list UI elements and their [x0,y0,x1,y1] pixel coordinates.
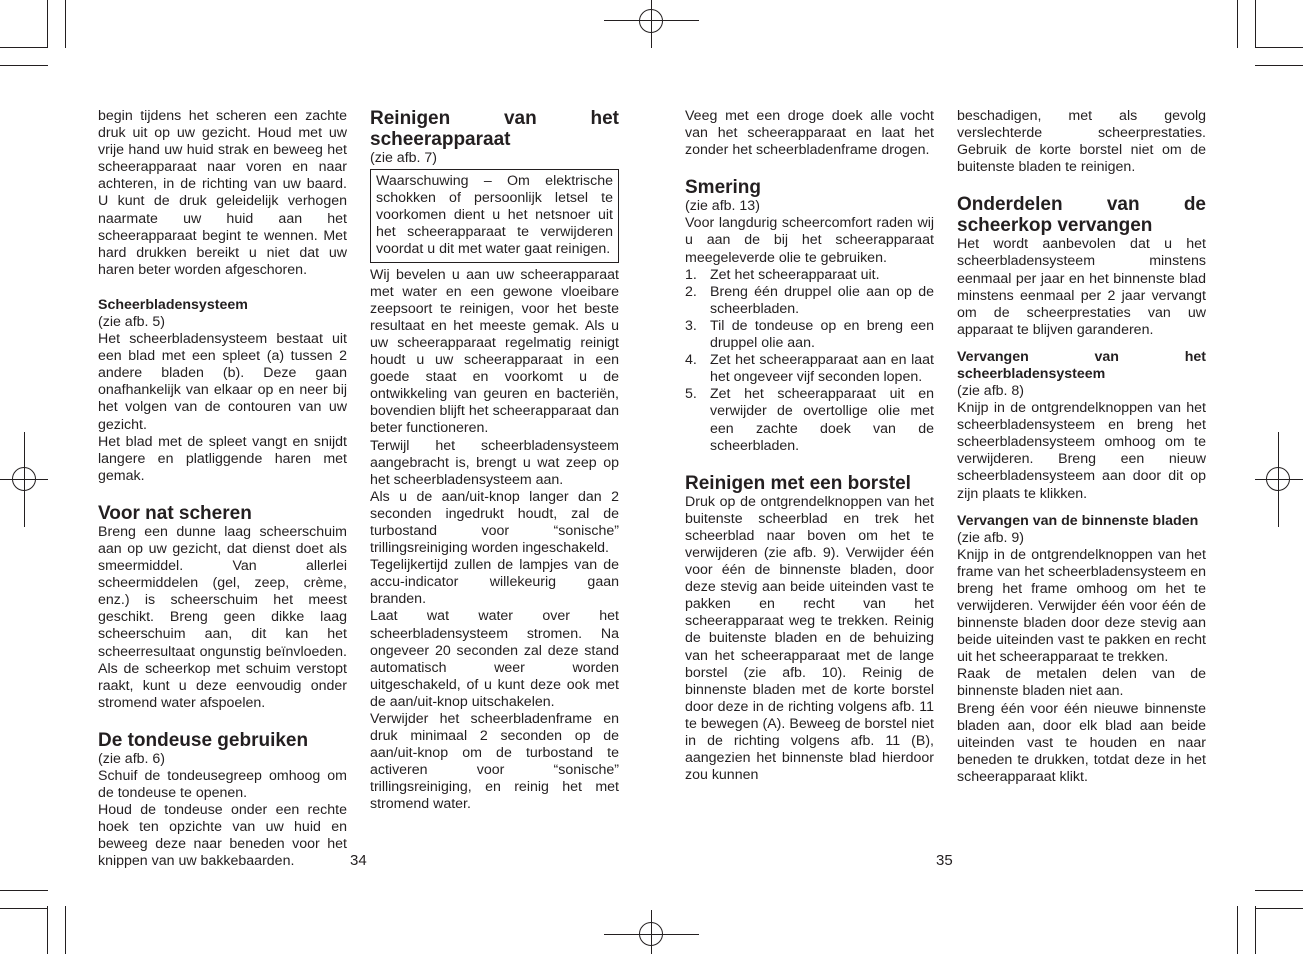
column-4 [957,108,1206,786]
list-item: 3. Til de tondeuse op en breng een druppel olie aan. [685,317,934,352]
list-item: 2. Breng één druppel olie aan op de scheerbladen. [685,283,934,317]
page-number-right: 35 [936,852,953,869]
paragraph: Raak de metalen delen van de binnenste bladen niet aan. [957,666,1206,700]
heading-smering: Smering [685,177,762,199]
paragraph: Breng een dunne laag scheerschuim aan op uw gezicht, dat dienst doet als smeermiddel. Van allerlei scheermiddelen (gel, zeep, crème, enz.) is scheerschuim het meest geschikt. Breng geen dikke laag scheerschuim aan, dit kan het scheerresultaat ongunstig beïnvloeden. Als de scheerkop met schuim verstopt raakt, kunt u deze eenvoudig onder stromend water afspoelen. [98,523,347,711]
list-item: 1. Zet het scheerapparaat uit. [685,266,880,283]
list-item: 5. Zet het scheerapparaat uit en verwijder de overtollige olie met een zachte doek van de scheerbladen. [685,386,934,454]
column-1 [98,108,347,871]
heading-borstel: Reinigen met een borstel [685,472,911,494]
column-2 [370,108,619,814]
paragraph: beschadigen, met als gevolg verslechterde scheerprestaties. Gebruik de korte borstel niet om de buitenste bladen te reinigen. [957,108,1206,176]
paragraph: Het scheerbladensysteem bestaat uit een blad met een spleet (a) tussen 2 andere bladen (b). Deze gaan onafhankelijk van elkaar op en neer bij het volgen van de contouren van uw gezicht. [98,331,347,433]
heading-tondeuse: De tondeuse gebruiken [98,729,309,751]
page-number-left: 34 [350,852,367,869]
paragraph: Het blad met de spleet vangt en snijdt langere en platliggende haren met gemak. [98,433,347,484]
paragraph: Het wordt aanbevolen dat u het scheerbladensysteem minstens eenmaal per jaar en het binnenste blad minstens eenmaal per 2 jaar vervangt om de scheerprestaties van uw apparaat te blijven garanderen. [957,236,1206,338]
list-item: 4. Zet het scheerapparaat aan en laat het ongeveer vijf seconden lopen. [685,352,934,386]
paragraph: Laat wat water over het scheerbladensysteem stromen. Na ongeveer 20 seconden zal deze stand automatisch weer worden uitgeschakeld, of u kunt deze ook met de aan/uit-knop uitschakelen. [370,608,619,710]
figure-ref: (zie afb. 5) [98,313,166,330]
paragraph: Terwijl het scheerbladensysteem aangebracht is, brengt u wat zeep op het scheerbladensysteem aan. [370,437,619,488]
subheading-vervangen-binnenste: Vervangen van de binnenste bladen [957,512,1199,529]
paragraph: Houd de tondeuse onder een rechte hoek ten opzichte van uw huid en beweeg deze naar beneden voor het knippen van uw bakkebaarden. [98,802,347,870]
figure-ref: (zie afb. 6) [98,750,166,767]
paragraph: Breng één voor één nieuwe binnenste bladen aan, door elk blad aan beide uiteinden vast te houden en naar beneden te drukken, totdat deze in het scheerapparaat klikt. [957,700,1206,785]
paragraph: begin tijdens het scheren een zachte druk uit op uw gezicht. Houd met uw vrije hand uw huid strak en beweeg het scheerapparaat naar voren en naar achteren, in de richting van uw baard. U kunt de druk geleidelijk verhogen naarmate uw huid aan het scheerapparaat begint te wennen. Met hard drukken bereikt u niet dat uw haren beter worden afgeschoren. [98,108,347,278]
figure-ref: (zie afb. 9) [957,529,1025,546]
warning-box [370,169,619,262]
paragraph: Wij bevelen u aan uw scheerapparaat met water en een gewone vloeibare zeepsoort te reinigen, voor het beste resultaat en het meeste gemak. Als u uw scheerapparaat regelmatig reinigt houdt u uw scheerapparaat in een goede staat en voorkomt u de ontwikkeling van geuren en bacteriën, bovendien blijft het scheerapparaat dan beter functioneren. [370,266,619,437]
paragraph: Veeg met een droge doek alle vocht van het scheerapparaat en laat het zonder het scheerbladenframe drogen. [685,108,934,159]
heading-reinigen: Reinigen van het scheerapparaat [370,108,619,150]
paragraph: Voor langdurig scheercomfort raden wij u aan de bij het scheerapparaat meegeleverde olie te gebruiken. [685,215,934,266]
figure-ref: (zie afb. 13) [685,198,760,215]
figure-ref: (zie afb. 8) [957,382,1025,399]
paragraph: Schuif de tondeusegreep omhoog om de tondeuse te openen. [98,768,347,802]
warning-text: Waarschuwing – Om elektrische schokken of persoonlijk letsel te voorkomen dient u het netsnoer uit het scheerapparaat te verwijderen voordat u dit met water gaat reinigen. [376,173,613,258]
subheading-scheerbladensysteem: Scheerbladensysteem [98,296,248,313]
paragraph: Verwijder het scheerbladenframe en druk minimaal 2 seconden op de aan/uit-knop om de turbostand te activeren voor “sonische” trillingsreiniging, en reinig het met stromend water. [370,711,619,813]
heading-onderdelen: Onderdelen van de scheerkop vervangen [957,194,1206,237]
paragraph: Druk op de ontgrendelknoppen van het buitenste scheerblad en trek het scheerblad naar boven om het te verwijderen (zie afb. 9). Verwijder één voor één de binnenste bladen, door deze stevig aan beide uiteinden vast te pakken en recht van het scheerapparaat weg te trekken. Reinig de buitenste bladen en de behuizing van het scheerapparaat met de lange borstel (zie afb. 10). Reinig de binnenste bladen met de korte borstel door deze in de richting volgens afb. 11 te bewegen (A). Beweeg de borstel niet in de richting volgens afb. 11 (B), aangezien het binnenste blad hierdoor zou kunnen [685,493,934,784]
column-3 [685,108,934,784]
paragraph: Knijp in de ontgrendelknoppen van het scheerbladensysteem en breng het scheerbladensysteem omhoog om te verwijderen. Breng een nieuw scheerbladensysteem aan door dit op zijn plaats te klikken. [957,400,1206,502]
paragraph: Tegelijkertijd zullen de lampjes van de accu-indicator willekeurig gaan branden. [370,557,619,608]
subheading-vervangen-systeem: Vervangen van het scheerbladensysteem [957,348,1206,382]
heading-voor-nat-scheren: Voor nat scheren [98,502,252,524]
paragraph: Als u de aan/uit-knop langer dan 2 seconden ingedrukt houdt, zal de turbostand voor “sonische” trillingsreiniging worden ingeschakeld. [370,488,619,557]
paragraph: Knijp in de ontgrendelknoppen van het frame van het scheerbladensysteem en breng het frame omhoog om het te verwijderen. Verwijder één voor één de binnenste bladen door deze stevig aan beide uiteinden vast te pakken en recht uit het scheerapparaat te trekken. [957,546,1206,666]
steps-list [685,267,934,455]
figure-ref: (zie afb. 7) [370,150,438,166]
